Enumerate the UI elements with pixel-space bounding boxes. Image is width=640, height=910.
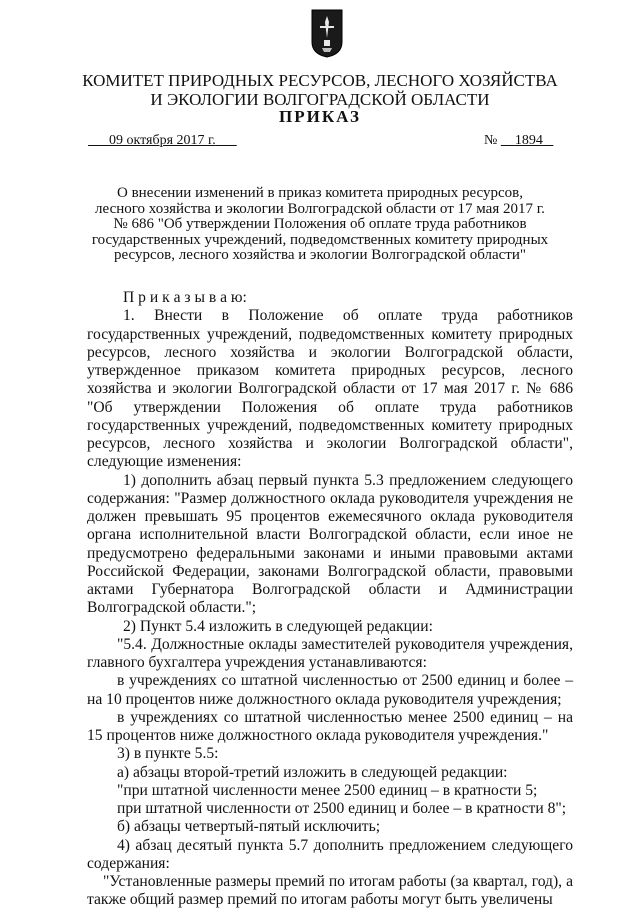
org-name-line-2: И ЭКОЛОГИИ ВОЛГОГРАДСКОЙ ОБЛАСТИ [150,90,490,109]
subject-line: О внесении изменений в приказ комитета природных ресурсов, [117,185,523,201]
paragraph-5-4-a: в учреждениях со штатной численностью от 2500 единиц и более – на 10 процентов ниже должностного оклада руководителя учреждения; [87,672,573,708]
order-subject [80,186,560,264]
paragraph-item-3: 3) в пункте 5.5: [117,745,219,763]
paragraph-1: 1. Внести в Положение об оплате труда работников государственных учреждений, подведомственных комитету природных ресурсов, лесного хозяйства и экологии Волгоградской области, утвержденное приказом комитета природных ресурсов, лесного хозяйства и экологии Волгоградской области от 17 мая 2017 г. № 686 "Об утверждении Положения об оплате труда работников государственных учреждений, подведомственных комитету природных ресурсов, лесного хозяйства и экологии Волгоградской области", следующие изменения: [87,307,573,471]
org-name-line-1: КОМИТЕТ ПРИРОДНЫХ РЕСУРСОВ, ЛЕСНОГО ХОЗЯЙСТВА [82,71,558,90]
order-body [87,289,573,910]
order-number-value: 1894 [514,133,543,148]
order-date-value: 09 октября 2017 г. [109,133,216,148]
paragraph-item-3-a-2: при штатной численности от 2500 единиц и более – в кратности 8"; [117,800,567,817]
paragraph-item-2: 2) Пункт 5.4 изложить в следующей редакции: [123,617,433,635]
order-date [88,133,237,149]
subject-line: государственных учреждений, подведомственных комитету природных [91,231,549,248]
order-title: ПРИКАЗ [279,107,361,126]
paragraph-5-4-b: в учреждениях со штатной численностью менее 2500 единиц – на 15 процентов ниже должностного оклада руководителя учреждения." [87,708,573,744]
paragraph-item-4: 4) абзац десятый пункта 5.7 дополнить предложением следующего содержания: [87,836,573,872]
paragraph-item-3-a: а) абзацы второй-третий изложить в следующей редакции: [117,763,508,781]
subject-line: № 686 "Об утверждении Положения об оплате труда работников [113,216,527,232]
subject-line: ресурсов, лесного хозяйства и экологии Волгоградской области" [114,247,526,263]
paragraph-item-1: 1) дополнить абзац первый пункта 5.3 предложением следующего содержания: "Размер должностного оклада руководителя учреждения не должен превышать 95 процентов ежемесячного оклада руководителя органа исполнительной власти Волгоградской области, если иное не предусмотрено федеральными законами и иными правовыми актами Российской Федерации, законами Волгоградской области, правовыми актами Губернатора Волгоградской области и Администрации Волгоградской области."; [87,471,573,617]
paragraph-item-3-b: б) абзацы четвертый-пятый исключить; [117,818,381,836]
paragraph-item-3-a-1: "при штатной численности менее 2500 единиц – в кратности 5; [117,781,538,799]
subject-line: лесного хозяйства и экологии Волгоградской области от 17 мая 2017 г. [95,200,545,217]
coat-of-arms-emblem [310,8,344,58]
paragraph-5-4: "5.4. Должностные оклады заместителей руководителя учреждения, главного бухгалтера учреждения устанавливаются: [87,635,573,671]
order-number [484,133,553,149]
orders-heading: П р и к а з ы в а ю: [123,289,247,306]
order-number-label: № [484,133,498,148]
paragraph-quote: "Установленные размеры премий по итогам работы (за квартал, год), а также общий размер премий по итогам работы могут быть увеличены [87,873,573,909]
